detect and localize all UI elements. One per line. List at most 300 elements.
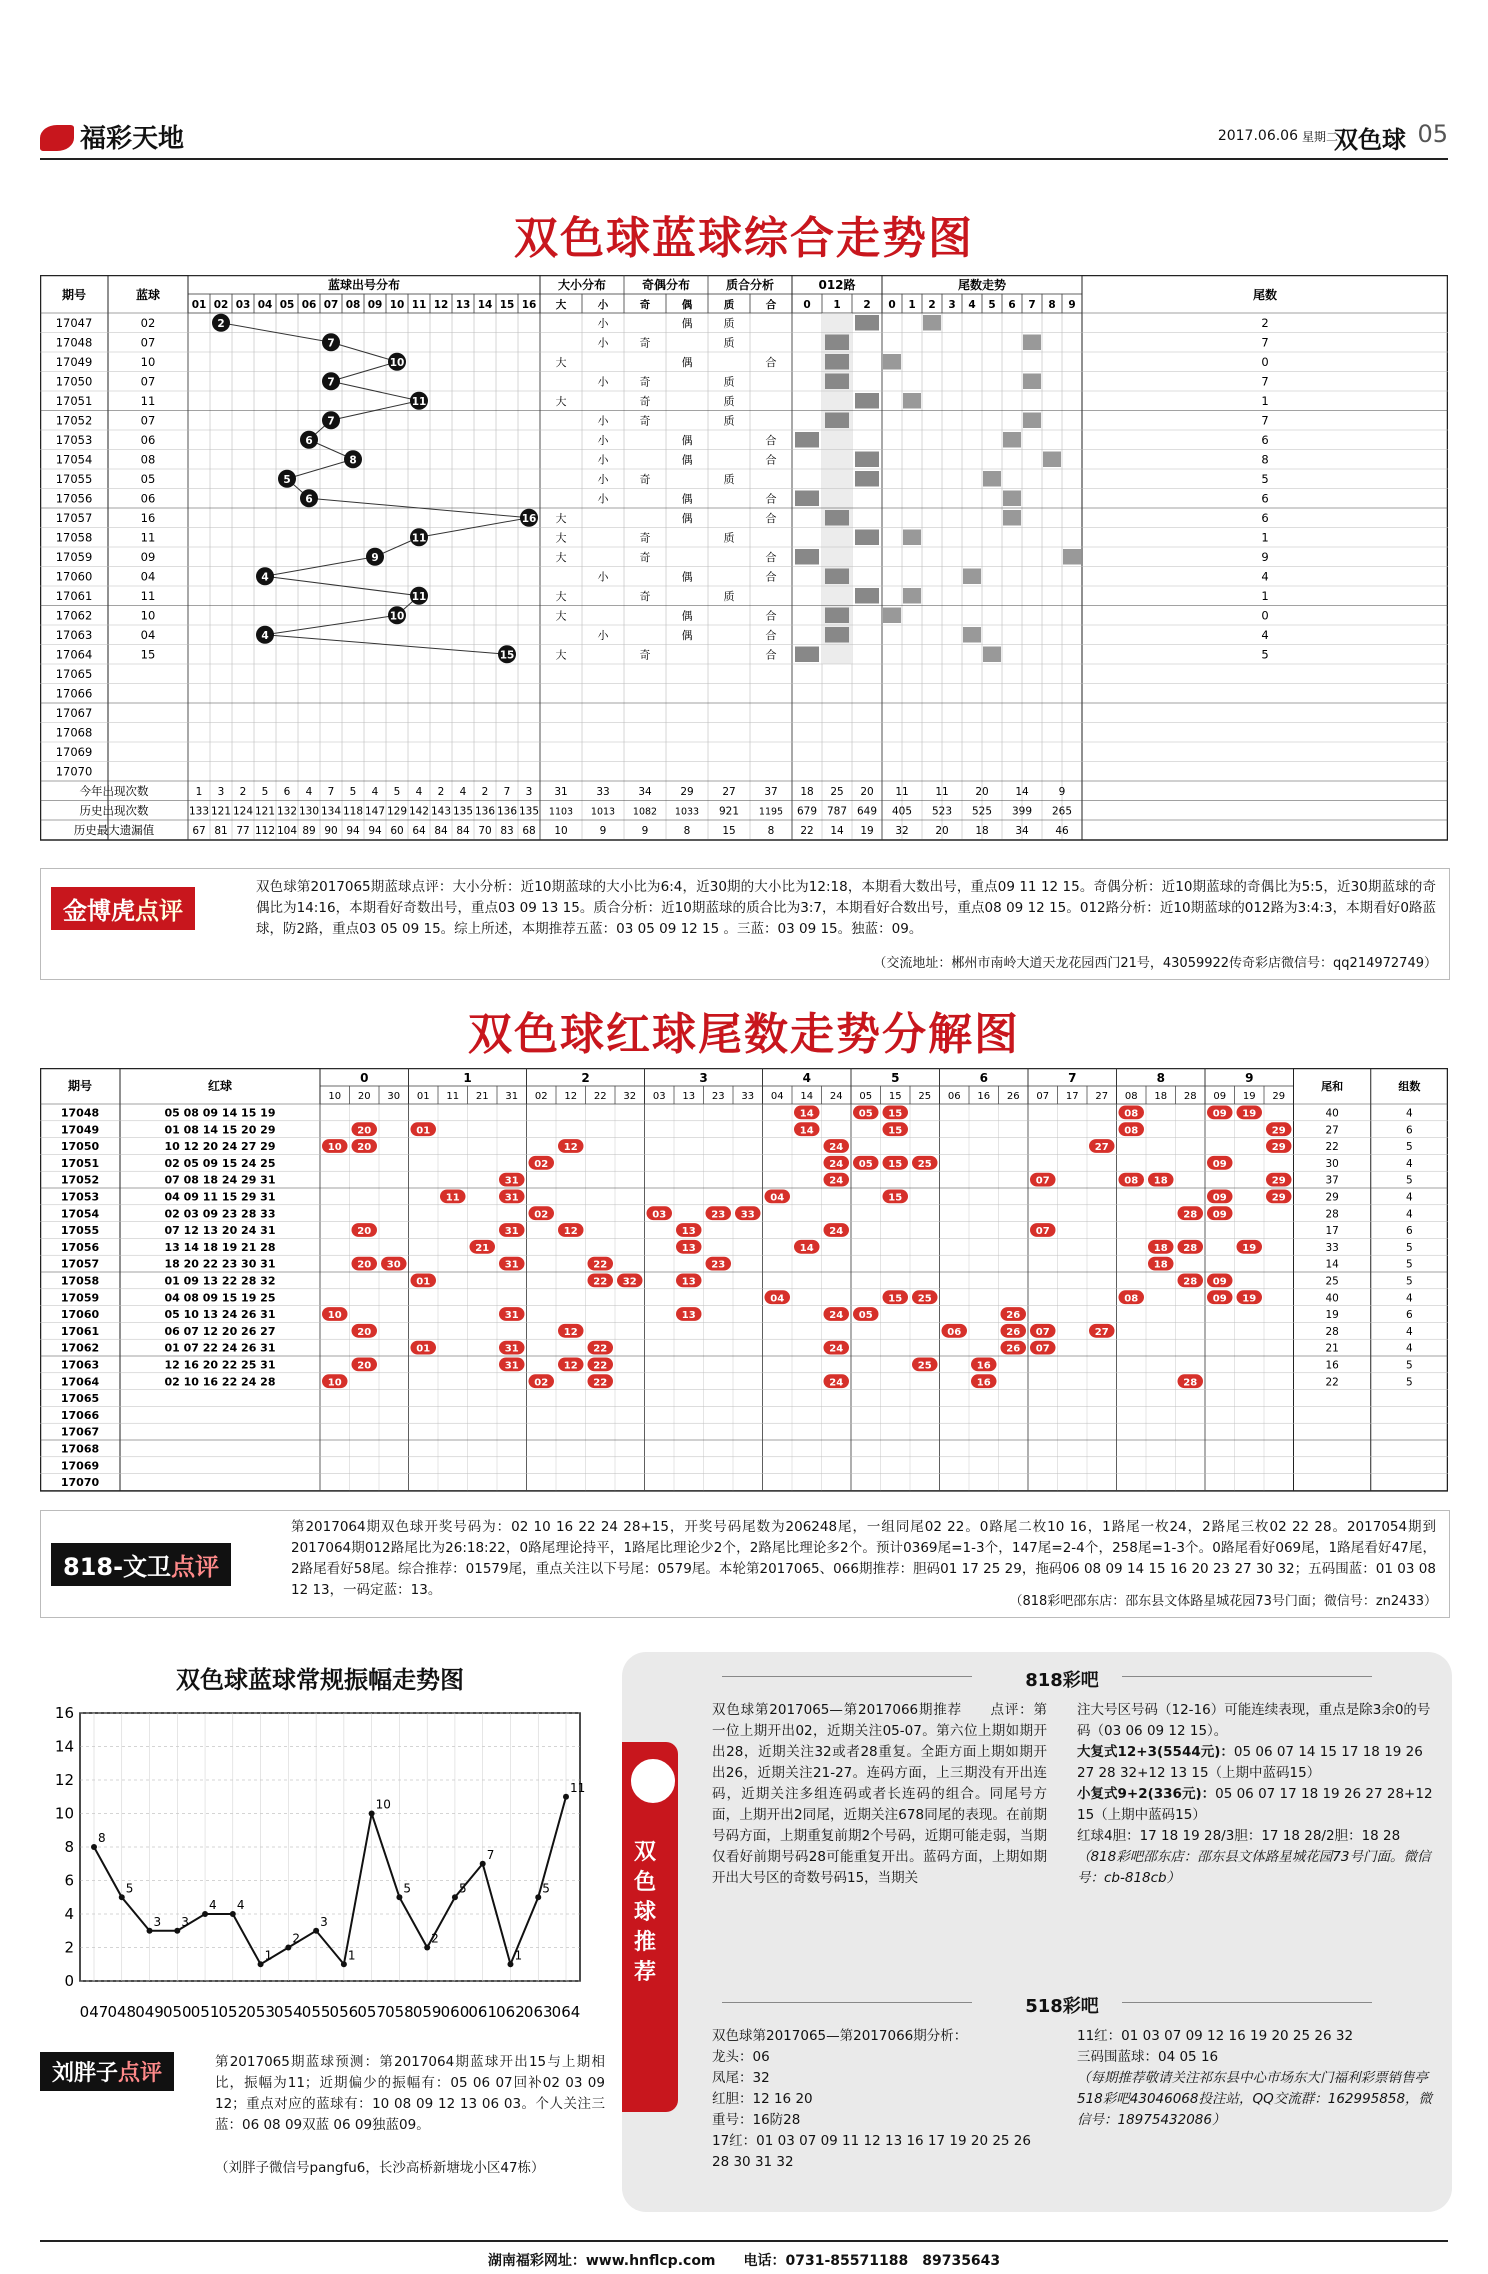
- red-numbers-cell: 01 07 22 24 26 31: [164, 1341, 276, 1355]
- blue-ball-number: 10: [389, 356, 405, 369]
- number-header-label: 07: [1036, 1091, 1050, 1102]
- number-header-label: 05: [859, 1091, 873, 1102]
- stat-value: 136: [496, 805, 518, 818]
- red-ball-number: 28: [1183, 1276, 1198, 1288]
- tail-sum-cell: 40: [1325, 1107, 1339, 1120]
- data-point: [452, 1894, 458, 1900]
- shop2-red11: 11红：01 03 07 09 12 16 19 20 25 26 32: [1077, 2028, 1354, 2044]
- period-cell: 17069: [60, 1459, 100, 1473]
- red-ball-number: 13: [681, 1226, 696, 1238]
- group-count-cell: 4: [1406, 1292, 1413, 1305]
- blue-cell: 06: [140, 433, 156, 447]
- stat-value: 11: [895, 786, 909, 798]
- blue-cell: 04: [140, 628, 156, 642]
- attribute-mark: 大: [555, 356, 567, 369]
- blue-ball-number: 7: [327, 337, 335, 350]
- rec2-numbers: 05 06 07 17 18 19 26 27 28+12 15（上期中蓝码15）: [1077, 1786, 1433, 1823]
- blue-ball-number: 4: [261, 571, 269, 584]
- tail-cell: 6: [1261, 491, 1269, 506]
- attribute-mark: 小: [597, 336, 609, 350]
- stat-value: 118: [342, 805, 364, 818]
- masthead: [40, 118, 1448, 160]
- red-ball-number: 22: [593, 1343, 608, 1355]
- red-ball-number: 01: [416, 1343, 431, 1355]
- number-header-label: 12: [564, 1091, 578, 1102]
- red-ball-number: 13: [681, 1310, 696, 1322]
- tail-cell: 7: [1261, 374, 1269, 389]
- data-point: [285, 1945, 291, 1951]
- red-ball-number: 27: [1094, 1142, 1109, 1154]
- stat-value: 9: [641, 825, 649, 837]
- stat-value: 11: [935, 786, 949, 798]
- rec2-label: 小复式9+2(336元)：: [1077, 1786, 1216, 1802]
- group-count-cell: 5: [1406, 1258, 1413, 1271]
- stat-value: 33: [596, 786, 610, 798]
- blue-trend-title: 双色球蓝球综合走势图: [514, 213, 974, 264]
- tail-group-label: 6: [979, 1071, 988, 1085]
- red-ball-number: 24: [829, 1142, 844, 1154]
- period-cell: 17066: [55, 686, 93, 701]
- blue-cell: 16: [140, 511, 156, 525]
- period-cell: 17063: [55, 628, 93, 642]
- period-cell: 17050: [55, 374, 93, 389]
- tail-sum-cell: 33: [1325, 1241, 1339, 1254]
- attribute-mark: 奇: [639, 336, 651, 350]
- tail-cell: 6: [1261, 433, 1269, 447]
- attribute-mark: 偶: [681, 570, 693, 584]
- stat-value: 265: [1051, 805, 1073, 818]
- group-count-cell: 5: [1406, 1275, 1413, 1288]
- sub-header-label: 3: [948, 299, 956, 311]
- group-header-label: 012路: [818, 278, 856, 292]
- col-period-header: 期号: [67, 1079, 93, 1093]
- stat-value: 84: [434, 825, 448, 837]
- red-ball-number: 13: [681, 1276, 696, 1288]
- red-ball-number: 14: [799, 1125, 814, 1137]
- tail-sum-cell: 17: [1325, 1225, 1339, 1238]
- stat-value: 1103: [548, 806, 574, 818]
- attribute-mark: 小: [597, 570, 609, 584]
- x-tick-label: 054: [274, 2003, 303, 2021]
- stat-value: 1: [195, 786, 203, 798]
- group-count-cell: 4: [1406, 1208, 1413, 1221]
- x-tick-label: 060: [440, 2003, 470, 2021]
- comment-text: 第2017064期双色球开奖号码为：02 10 16 22 24 28+15，开奖号码尾数为206248尾，一组同尾02 22。0路尾二枚10 16，1路尾一枚24，2路尾三枚02 22 28。2017054期到2017064期012路尾比为26:18:22，0路尾理论持平，1路尾比理论少2个，2路尾比理论多2个。预计0369尾=1-3个，147尾=2-4个，258尾=1-3个。0路尾看好069尾，1路尾看好47尾，2路尾看好58尾。综合推荐：01579尾，重点关注以下号尾：0579尾。本轮第2017065、066期推荐：胆码01 17 25 29，拖码06 08 09 14 15 16 20 23 27 30 32；五码围蓝：01 03 08 12 13，一码定蓝：13。: [291, 1519, 1436, 1598]
- attribute-mark: 偶: [681, 492, 693, 506]
- stat-value: 94: [368, 825, 382, 837]
- stat-value: 7: [327, 786, 335, 798]
- number-header-label: 19: [1242, 1091, 1256, 1102]
- amp-chart-title: 双色球蓝球常规振幅走势图: [176, 1666, 464, 1694]
- attribute-mark: 合: [765, 434, 777, 447]
- shop2-left: [712, 2026, 1052, 2173]
- route-mark: [795, 491, 819, 507]
- x-tick-label: 053: [246, 2003, 275, 2021]
- red-numbers-cell: 02 05 09 15 24 25: [164, 1156, 276, 1170]
- sub-header-label: 0: [888, 299, 896, 311]
- red-ball-number: 11: [445, 1192, 460, 1204]
- tail-sum-cell: 14: [1325, 1258, 1339, 1271]
- tail-sum-cell: 40: [1325, 1292, 1339, 1305]
- attribute-mark: 大: [555, 648, 567, 662]
- number-header-label: 11: [446, 1091, 460, 1102]
- attribute-mark: 质: [723, 395, 735, 408]
- shop2-right: [1077, 2026, 1437, 2131]
- red-ball-number: 22: [593, 1259, 608, 1271]
- tail-cell: 9: [1261, 550, 1269, 564]
- data-point: [341, 1961, 347, 1967]
- red-ball-number: 29: [1271, 1192, 1286, 1204]
- period-cell: 17058: [55, 530, 93, 545]
- data-label: 1: [347, 1948, 356, 1963]
- period-cell: 17057: [60, 1257, 100, 1271]
- data-label: 11: [570, 1780, 586, 1795]
- red-numbers-cell: 07 08 18 24 29 31: [164, 1173, 276, 1187]
- sub-header-label: 04: [257, 299, 273, 311]
- sub-header-label: 08: [345, 299, 361, 311]
- tail-mark: [903, 393, 921, 409]
- stat-value: 147: [364, 805, 386, 818]
- data-label: 4: [209, 1898, 217, 1912]
- sub-header-label: 15: [499, 299, 515, 311]
- tail-cell: 1: [1261, 394, 1269, 408]
- red-trend-table: [40, 1068, 1448, 1500]
- issue-weekday: 星期二: [1301, 130, 1338, 144]
- data-point: [313, 1928, 319, 1934]
- period-cell: 17055: [55, 472, 93, 486]
- rec1-label: 大复式12+3(5544元)：: [1077, 1744, 1234, 1760]
- badge-suffix: 点评: [118, 2061, 163, 2086]
- number-header-label: 31: [505, 1091, 519, 1102]
- stat-value: 81: [214, 825, 228, 837]
- blue-ball-number: 9: [371, 551, 379, 564]
- tail-mark: [1043, 452, 1061, 468]
- period-cell: 17048: [55, 335, 93, 350]
- attribute-mark: 合: [765, 648, 777, 662]
- y-tick-label: 2: [64, 1938, 74, 1957]
- route-mark: [855, 471, 879, 487]
- red-ball-number: 09: [1212, 1293, 1227, 1305]
- period-cell: 17051: [55, 394, 93, 408]
- divider: [1122, 2002, 1372, 2003]
- attribute-mark: 合: [765, 629, 777, 642]
- period-cell: 17065: [55, 667, 93, 681]
- tail-mark: [1023, 413, 1041, 429]
- sub-header-label: 11: [411, 299, 427, 311]
- red-numbers-cell: 01 08 14 15 20 29: [164, 1123, 276, 1137]
- blue-ball-number: 15: [499, 649, 515, 662]
- red-ball-number: 09: [1212, 1108, 1227, 1120]
- period-cell: 17070: [55, 764, 93, 779]
- red-ball-number: 10: [327, 1142, 342, 1154]
- stat-label: 今年出现次数: [79, 784, 149, 798]
- blue-ball-number: 7: [327, 376, 335, 389]
- blue-ball-number: 11: [411, 395, 427, 408]
- tail-sum-cell: 22: [1325, 1376, 1339, 1389]
- route-mark: [795, 549, 819, 565]
- red-ball-number: 09: [1212, 1158, 1227, 1170]
- data-label: 1: [514, 1948, 523, 1963]
- stat-value: 679: [796, 805, 818, 818]
- tail-sum-cell: 37: [1325, 1174, 1339, 1187]
- attribute-mark: 大: [555, 590, 567, 603]
- blue-ball-number: 6: [305, 434, 313, 447]
- data-point: [563, 1794, 569, 1800]
- sub-header-label: 03: [235, 299, 251, 311]
- red-ball-number: 23: [711, 1259, 726, 1271]
- stat-value: 523: [931, 805, 953, 818]
- lottery-logo-icon: [40, 125, 74, 151]
- stat-value: 64: [412, 825, 426, 837]
- red-ball-number: 24: [829, 1343, 844, 1355]
- col-red-header: 红球: [207, 1079, 233, 1093]
- red-ball-number: 18: [1153, 1175, 1168, 1187]
- data-label: 2: [431, 1931, 439, 1946]
- red-ball-number: 24: [829, 1310, 844, 1322]
- x-tick-label: 050: [162, 2003, 192, 2021]
- shop2-red17: 17红：01 03 07 09 11 12 13 16 17 19 20 25 26 28 30 31 32: [712, 2133, 1031, 2170]
- attribute-mark: 质: [723, 317, 735, 330]
- stat-value: 133: [188, 805, 210, 818]
- red-ball-number: 05: [858, 1158, 873, 1170]
- sub-header-label: 奇: [639, 299, 651, 311]
- stat-value: 4: [371, 786, 379, 798]
- stat-value: 18: [975, 825, 989, 837]
- number-header-label: 08: [1124, 1091, 1138, 1102]
- stat-value: 1195: [758, 806, 784, 818]
- attribute-mark: 质: [723, 375, 735, 389]
- red-ball-number: 14: [799, 1108, 814, 1120]
- blue-ball-number: 5: [283, 473, 291, 486]
- stat-value: 89: [302, 825, 316, 837]
- number-header-label: 23: [711, 1091, 725, 1102]
- red-ball-number: 22: [593, 1377, 608, 1389]
- stat-value: 135: [452, 805, 474, 818]
- col-blue-header: 蓝球: [135, 288, 161, 302]
- period-cell: 17066: [60, 1408, 100, 1422]
- data-label: 8: [98, 1831, 106, 1845]
- data-point: [369, 1811, 375, 1817]
- comment-text: 双色球第2017065期蓝球点评：大小分析：近10期蓝球的大小比为6:4，近30期的大小比为12:18，本期看大数出号，重点09 11 12 15。奇偶分析：近10期蓝球的奇偶比为5:5，近30期蓝球的奇偶比为14:16，本期看好奇数出号，重点03 09 13 15。质合分析：近10期蓝球的质合比为3:7，本期看好合数出号，重点08 09 12 15。012路分析：近10期蓝球的012路为3:4:3，本期看好0路蓝球，防2路，重点03 05 09 15。综上所述，本期推荐五蓝：03 05 09 12 15 。三蓝：03 09 15。独蓝：09。: [256, 879, 1436, 937]
- red-ball-number: 25: [917, 1293, 932, 1305]
- attribute-mark: 小: [597, 492, 609, 506]
- blue-cell: 10: [140, 608, 156, 623]
- sub-header-label: 4: [968, 299, 976, 311]
- blue-cell: 10: [140, 355, 156, 369]
- group-count-cell: 5: [1406, 1359, 1413, 1372]
- red-ball-number: 01: [416, 1276, 431, 1288]
- red-ball-number: 07: [1035, 1343, 1050, 1355]
- tail-group-label: 8: [1156, 1071, 1165, 1085]
- period-cell: 17048: [60, 1106, 100, 1120]
- number-header-label: 24: [829, 1091, 843, 1102]
- period-cell: 17067: [55, 706, 93, 720]
- tail-cell: 5: [1261, 472, 1269, 486]
- red-ball-number: 22: [593, 1276, 608, 1288]
- period-cell: 17070: [60, 1476, 100, 1490]
- y-tick-label: 10: [54, 1804, 74, 1823]
- stat-value: 132: [276, 805, 298, 818]
- stat-value: 31: [554, 786, 568, 798]
- red-ball-number: 25: [917, 1360, 932, 1372]
- attribute-mark: 奇: [639, 473, 651, 486]
- x-tick-label: 059: [412, 2003, 442, 2021]
- stat-value: 129: [386, 805, 408, 818]
- shop2-contact: （每期推荐敬请关注祁东县中心市场东大门福利彩票销售亭518彩吧43046068投注站，QQ交流群：162995858，微信号：18975432086）: [1077, 2070, 1433, 2128]
- red-numbers-cell: 05 10 13 24 26 31: [164, 1308, 276, 1322]
- group-count-cell: 4: [1406, 1107, 1413, 1120]
- stat-value: 104: [276, 825, 298, 837]
- red-ball-number: 26: [1006, 1310, 1021, 1322]
- stat-value: 90: [324, 825, 338, 837]
- attribute-mark: 大: [555, 512, 567, 525]
- x-tick-label: 051: [190, 2003, 220, 2021]
- red-ball-number: 16: [976, 1377, 991, 1389]
- tail-mark: [903, 588, 921, 604]
- sub-header-label: 02: [213, 299, 229, 311]
- period-cell: 17062: [55, 608, 93, 623]
- route-mark: [825, 569, 849, 585]
- tail-sum-cell: 21: [1325, 1342, 1339, 1355]
- red-ball-number: 29: [1271, 1175, 1286, 1187]
- y-tick-label: 8: [64, 1838, 74, 1856]
- sub-header-label: 9: [1068, 299, 1076, 311]
- red-ball-number: 12: [563, 1326, 578, 1338]
- number-header-label: 32: [623, 1091, 637, 1102]
- period-cell: 17068: [60, 1442, 100, 1456]
- x-tick-label: 056: [329, 2003, 359, 2021]
- red-numbers-cell: 02 10 16 22 24 28: [164, 1375, 276, 1389]
- group-header-label: 奇偶分布: [641, 278, 691, 292]
- tail-mark: [883, 354, 901, 370]
- sub-header-label: 01: [191, 299, 207, 311]
- data-label: 7: [486, 1847, 495, 1862]
- blue-cell: 06: [140, 491, 156, 506]
- stat-value: 83: [500, 825, 514, 837]
- stat-value: 20: [860, 786, 874, 798]
- red-numbers-cell: 10 12 20 24 27 29: [164, 1140, 276, 1154]
- rec3-text: 红球4胆：17 18 19 28/3胆：17 18 28/2胆：18 28: [1077, 1828, 1401, 1844]
- attribute-mark: 偶: [681, 356, 693, 369]
- red-ball-number: 15: [888, 1158, 903, 1170]
- route-mark: [855, 393, 879, 409]
- tail-mark: [983, 471, 1001, 487]
- group-count-cell: 6: [1406, 1225, 1413, 1238]
- tail-cell: 2: [1261, 316, 1269, 330]
- attribute-mark: 小: [597, 317, 609, 330]
- attribute-mark: 质: [723, 590, 735, 603]
- comment-contact: （交流地址：郴州市南岭大道天龙花园西门21号，43059922传奇彩店微信号：qq214972749）: [873, 956, 1437, 971]
- sub-header-label: 12: [433, 299, 449, 311]
- group-count-cell: 4: [1406, 1191, 1413, 1204]
- shop2-blue3: 三码围蓝球：04 05 16: [1077, 2049, 1219, 2065]
- attribute-mark: 奇: [639, 590, 651, 603]
- stat-value: 3: [525, 786, 533, 798]
- attribute-mark: 合: [765, 551, 777, 564]
- attribute-mark: 小: [597, 473, 609, 486]
- sub-header-label: 5: [988, 299, 996, 311]
- red-numbers-cell: 06 07 12 20 26 27: [164, 1324, 276, 1338]
- data-point: [507, 1961, 513, 1967]
- data-label: 10: [375, 1797, 391, 1812]
- side-strip: [622, 1742, 678, 2112]
- x-tick-label: 055: [301, 2003, 331, 2021]
- number-header-label: 18: [1154, 1091, 1168, 1102]
- red-numbers-cell: 13 14 18 19 21 28: [164, 1240, 276, 1254]
- data-point: [480, 1861, 486, 1867]
- blue-cell: 04: [140, 569, 156, 584]
- route-mark: [825, 374, 849, 390]
- number-header-label: 03: [652, 1091, 666, 1102]
- data-point: [147, 1928, 153, 1934]
- stat-value: 29: [680, 786, 694, 798]
- blue-ball-number: 7: [327, 415, 335, 428]
- red-ball-number: 20: [357, 1226, 372, 1238]
- red-ball-number: 31: [504, 1175, 519, 1187]
- stat-value: 14: [1015, 786, 1029, 798]
- x-tick-label: 047: [79, 2003, 109, 2021]
- sub-header-label: 1: [908, 299, 916, 311]
- comment-box-jinbohu: [40, 868, 1450, 980]
- red-ball-number: 26: [1006, 1326, 1021, 1338]
- sub-header-label: 偶: [681, 299, 693, 311]
- stat-value: 121: [254, 805, 276, 818]
- red-ball-number: 08: [1124, 1125, 1139, 1137]
- tail-cell: 6: [1261, 511, 1269, 525]
- red-ball-number: 15: [888, 1192, 903, 1204]
- stat-value: 3: [217, 786, 225, 798]
- red-ball-number: 14: [799, 1242, 814, 1254]
- red-ball-number: 25: [917, 1158, 932, 1170]
- number-header-label: 17: [1065, 1091, 1079, 1102]
- period-cell: 17067: [60, 1425, 100, 1439]
- attribute-mark: 大: [555, 551, 567, 564]
- attribute-mark: 大: [555, 531, 567, 545]
- stat-value: 134: [320, 805, 342, 818]
- stat-value: 67: [192, 825, 206, 837]
- stat-value: 9: [1058, 786, 1066, 798]
- tail-group-label: 1: [463, 1071, 472, 1085]
- stat-value: 10: [554, 825, 568, 837]
- route-mark: [825, 608, 849, 624]
- tail-mark: [1003, 510, 1021, 526]
- route-mark: [825, 354, 849, 370]
- number-header-label: 20: [357, 1091, 371, 1102]
- stat-value: 112: [254, 825, 276, 837]
- period-cell: 17049: [60, 1123, 100, 1137]
- stat-value: 525: [971, 805, 993, 818]
- author-name: 刘胖子: [52, 2061, 119, 2086]
- table-border: [41, 276, 1448, 841]
- red-ball-number: 15: [888, 1125, 903, 1137]
- sub-header-label: 10: [389, 299, 405, 311]
- tail-mark: [963, 569, 981, 585]
- stat-value: 142: [408, 805, 430, 818]
- red-ball-number: 18: [1153, 1242, 1168, 1254]
- stat-value: 32: [895, 825, 909, 837]
- blue-cell: 15: [140, 647, 156, 662]
- stat-value: 121: [210, 805, 232, 818]
- tail-sum-cell: 28: [1325, 1325, 1339, 1338]
- route-mark: [855, 452, 879, 468]
- period-cell: 17065: [60, 1392, 100, 1406]
- period-cell: 17050: [60, 1140, 100, 1154]
- data-label: 5: [542, 1881, 550, 1896]
- route-mark: [855, 315, 879, 331]
- tail-sum-cell: 16: [1325, 1359, 1339, 1372]
- red-ball-number: 15: [888, 1293, 903, 1305]
- period-cell: 17054: [60, 1207, 100, 1221]
